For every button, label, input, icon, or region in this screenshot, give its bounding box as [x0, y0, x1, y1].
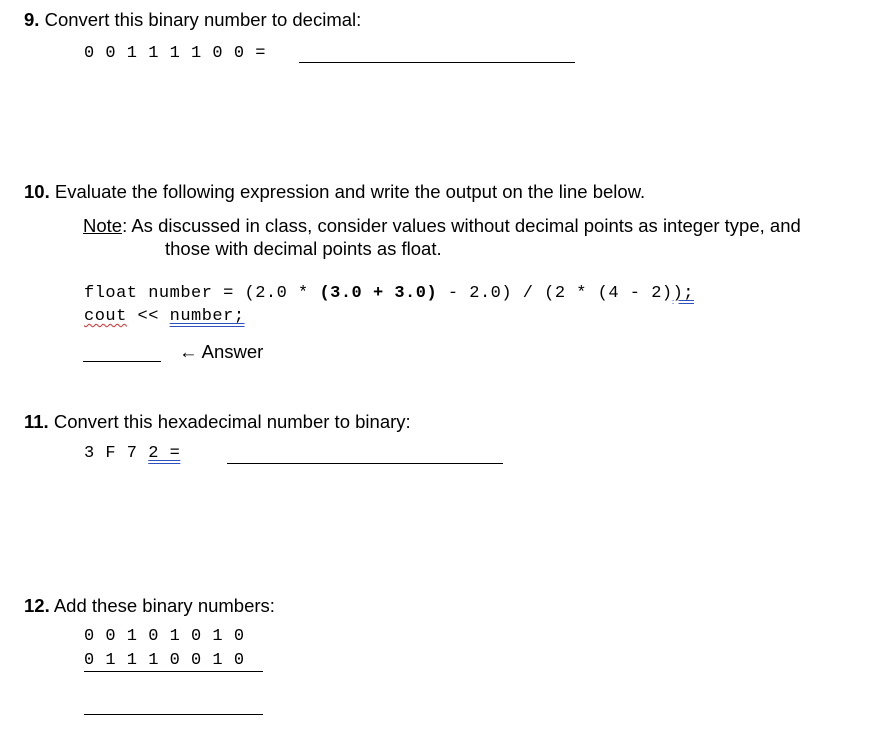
- note-label: Note: [83, 215, 123, 236]
- question-11-hex: [84, 444, 180, 463]
- code-2-op: <<: [126, 307, 170, 326]
- binary-addend-1: 0 0 1 0 1 0 1 0: [84, 627, 245, 646]
- note-text-2: those with decimal points as float.: [165, 238, 442, 259]
- question-11-heading: [24, 411, 411, 433]
- question-12-answer-line[interactable]: [84, 714, 263, 715]
- question-12-prompt: Add these binary numbers:: [53, 595, 275, 616]
- question-9-binary: [84, 44, 266, 63]
- code-1-part-a: float number = (2.0 *: [84, 284, 320, 303]
- question-9-prompt: Convert this binary number to decimal:: [44, 9, 362, 30]
- code-1-bold: (3.0 + 3.0): [319, 284, 438, 303]
- note-text-1: : As discussed in class, consider values without decimal points as integer type, and: [122, 215, 801, 236]
- hex-last-digit: 2 =: [148, 444, 181, 463]
- question-9-answer-line[interactable]: [299, 62, 575, 63]
- code-1-part-b: - 2.0) / (2 * (4 - 2): [437, 284, 673, 303]
- question-10-prompt: Evaluate the following expression and write the output on the line below.: [54, 181, 646, 202]
- code-1-end: );: [672, 284, 694, 303]
- question-10-number: 10.: [24, 181, 50, 202]
- binary-addend-2: 0 1 1 1 0 0 1 0: [84, 651, 263, 672]
- question-10-note-line2: [165, 238, 442, 260]
- question-12-heading: [24, 595, 275, 617]
- answer-label: ← Answer: [179, 341, 264, 362]
- question-9-number: 9.: [24, 9, 40, 30]
- question-11-answer-line[interactable]: [227, 463, 503, 464]
- code-line-1: [84, 284, 694, 303]
- question-12-number: 12.: [24, 595, 50, 616]
- question-11-number: 11.: [24, 411, 49, 432]
- code-2-number: number;: [169, 307, 245, 326]
- question-10-heading: [24, 181, 645, 203]
- code-2-cout: cout: [84, 307, 127, 326]
- code-line-2: [84, 307, 245, 326]
- question-10-note-line1: [83, 215, 801, 237]
- question-11-prompt: Convert this hexadecimal number to binary:: [53, 411, 411, 432]
- question-10-answer-line[interactable]: [83, 361, 161, 362]
- question-9-heading: [24, 9, 361, 31]
- binary-digits: 0 0 1 1 1 1 0 0: [84, 44, 245, 63]
- hex-digits: 3 F 7: [84, 444, 149, 463]
- equals-sign: =: [255, 44, 266, 63]
